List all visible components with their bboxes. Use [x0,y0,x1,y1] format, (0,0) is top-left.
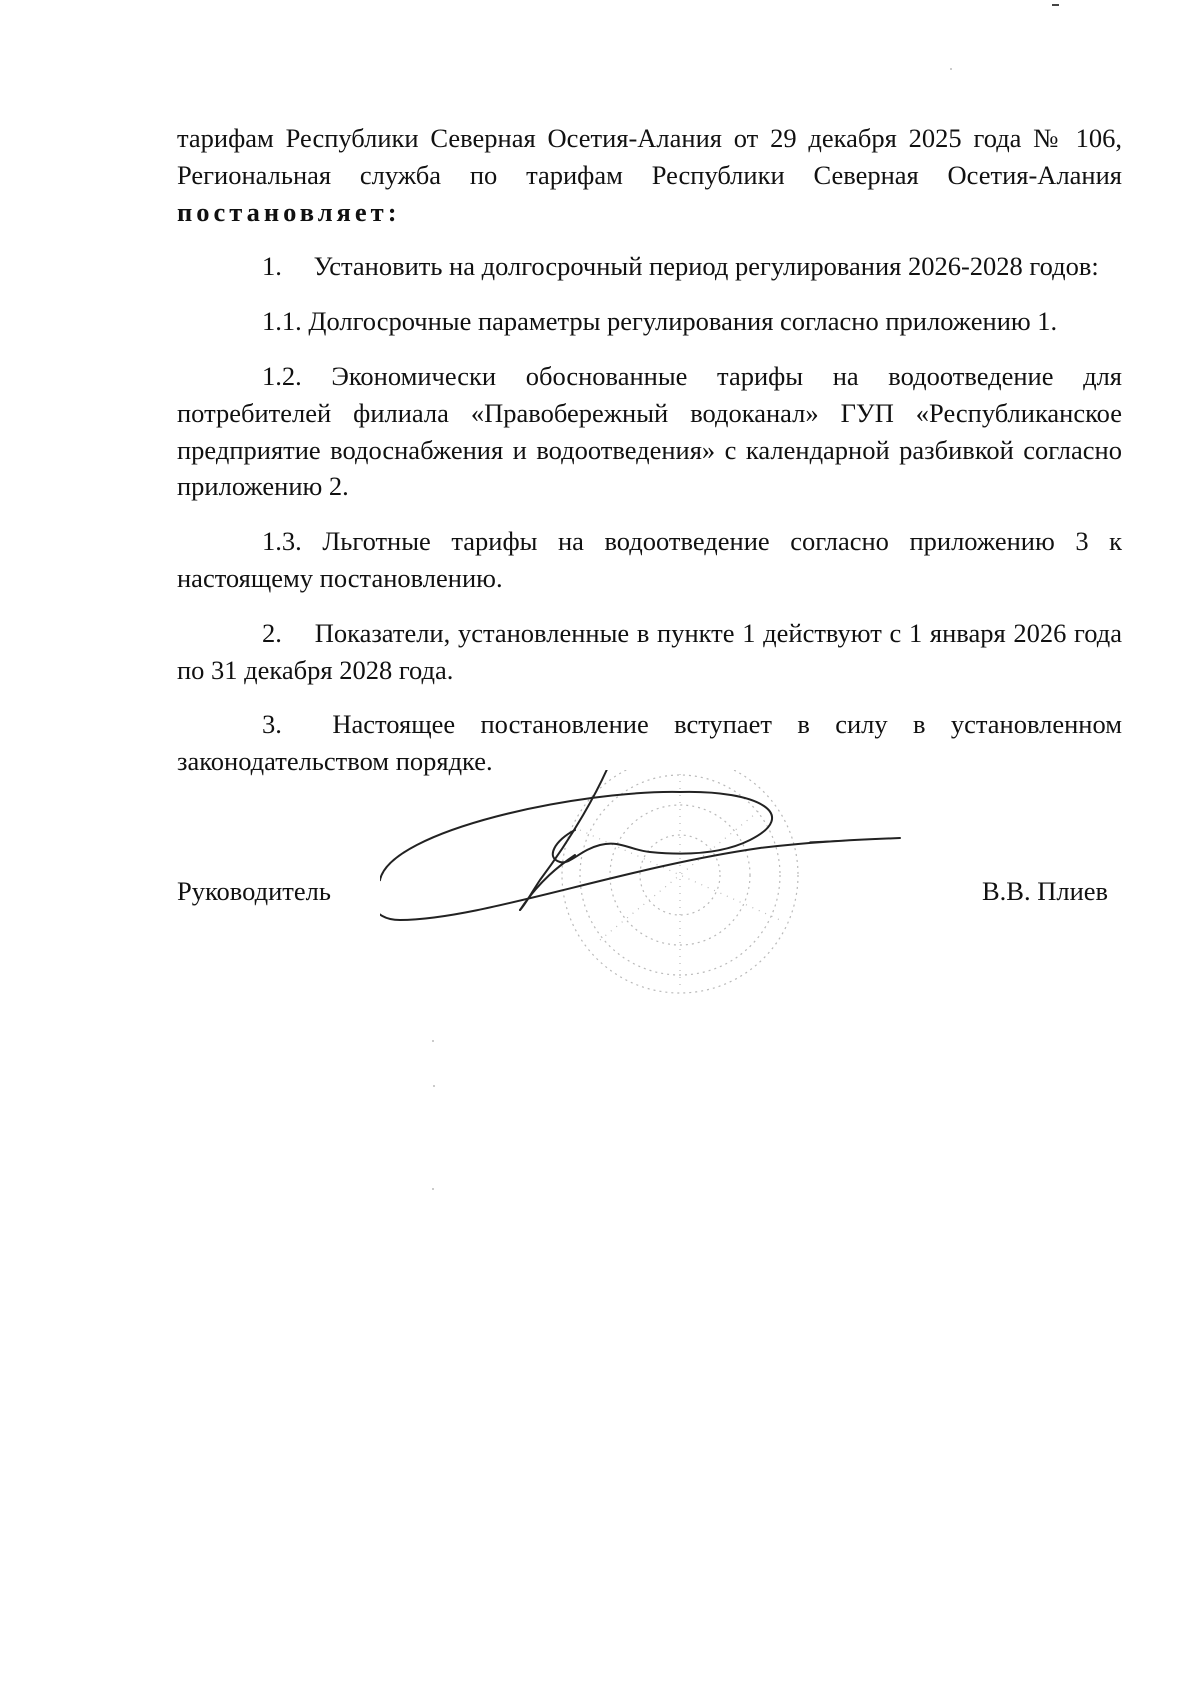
item-number: 3. [262,709,282,740]
document-body [177,120,1122,780]
item-3 [177,706,1122,780]
scan-speck [432,1040,434,1042]
intro-paragraph [177,120,1122,230]
item-number: 1. [262,251,282,282]
scan-speck [433,1085,435,1087]
item-number: 1.1. [262,306,302,337]
item-number: 1.2. [262,360,302,391]
item-1-1 [177,303,1122,340]
item-text: Льготные тарифы на водоотведение согласно приложению 3 к настоящему постановлению. [177,526,1123,593]
signatory-position: Руководитель [177,876,331,906]
item-text: Экономически обоснованные тарифы на водоотведение для потребителей филиала «Правобережный водоканал» ГУП «Республиканское предприятие водоснабжения и водоотведения» с календарной разбивкой согласно приложению 2. [177,360,1122,502]
handwritten-signature-icon [380,770,900,920]
scan-mark [1052,4,1059,6]
intro-text: тарифам Республики Северная Осетия-Алания от 29 декабря 2025 года № 106, Региональная служба по тарифам Республики Северная Осетия-Алания [177,123,1122,190]
decree-colon: : [387,196,397,227]
item-text: Долгосрочные параметры регулирования согласно приложению 1. [308,306,1058,337]
item-1 [177,248,1122,285]
item-1-2 [177,358,1122,505]
item-text: Установить на долгосрочный период регулирования 2026-2028 годов: [313,251,1099,282]
item-number: 1.3. [262,526,302,557]
signatory-name: В.В. Плиев [982,876,1109,906]
item-number: 2. [262,617,282,648]
scan-speck [950,68,952,70]
item-text: Показатели, установленные в пункте 1 действуют с 1 января 2026 года по 31 декабря 2028 года. [177,617,1122,685]
signature-and-stamp [380,770,960,1060]
item-2 [177,615,1122,689]
item-text: Настоящее постановление вступает в силу в установленном законодательством порядке. [177,709,1123,777]
scan-speck [432,1188,434,1190]
decree-word: постановляет [177,196,388,227]
item-1-3 [177,523,1122,597]
